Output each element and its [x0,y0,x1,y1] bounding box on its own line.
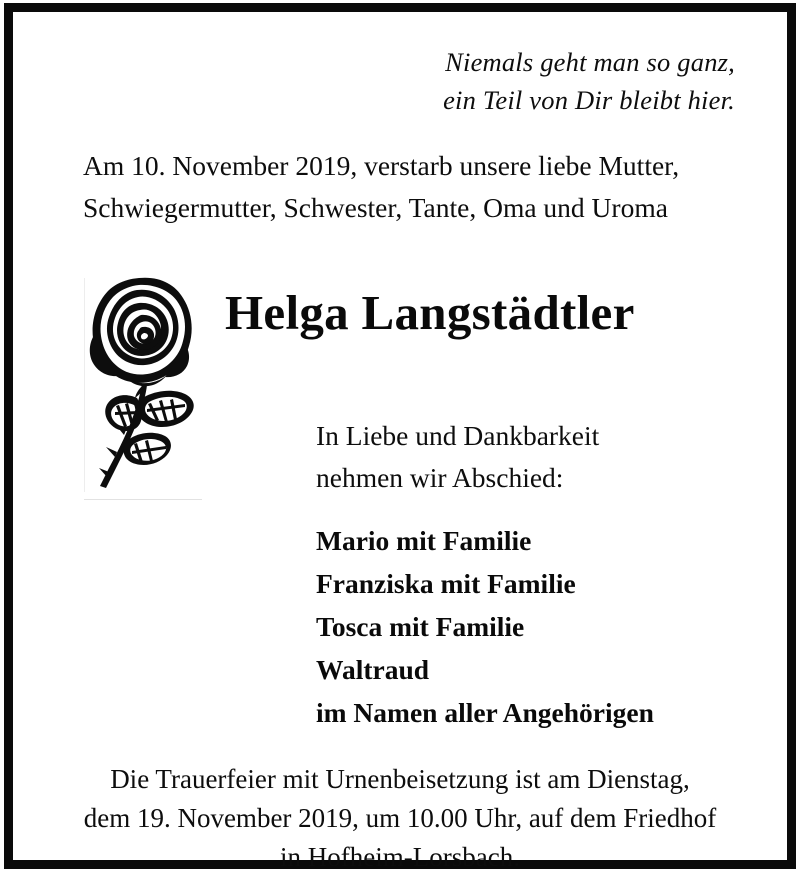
mourners-list [316,520,654,734]
mourner-line: Waltraud [316,653,430,685]
farewell-text [316,415,599,499]
rose-illustration-container [79,272,203,500]
rose-icon [79,272,203,494]
funeral-details-line-1: Die Trauerfeier mit Urnenbeisetzung ist am Dienstag, [110,764,690,794]
clipart-edge-bottom [84,499,202,500]
funeral-details-line-2: dem 19. November 2019, um 10.00 Uhr, auf dem Friedhof [83,803,717,834]
obituary-card-inner [13,12,787,873]
obituary-card [4,3,796,873]
epigraph-line-1: Niemals geht man so ganz, [445,47,735,77]
funeral-details-line-3: in Hofheim-Lorsbach. [280,842,520,873]
mourner-line: Franziska mit Familie [316,567,576,599]
mourner-line: Tosca mit Familie [316,610,525,642]
intro-line-2: Schwiegermutter, Schwester, Tante, Oma und Uroma [83,191,668,223]
mourner-line: im Namen aller Angehörigen [316,696,654,728]
intro-text [83,145,679,229]
funeral-details [13,760,787,877]
mourner-line: Mario mit Familie [316,525,532,556]
epigraph-line-2: ein Teil von Dir bleibt hier. [443,84,735,115]
farewell-line-2: nehmen wir Abschied: [316,461,564,493]
farewell-line-1: In Liebe und Dankbarkeit [316,420,600,451]
clipart-edge-left [84,278,85,492]
deceased-name: Helga Langstädtler [225,285,635,340]
intro-line-1: Am 10. November 2019, verstarb unsere liebe Mutter, [83,150,680,181]
epigraph [443,44,735,119]
